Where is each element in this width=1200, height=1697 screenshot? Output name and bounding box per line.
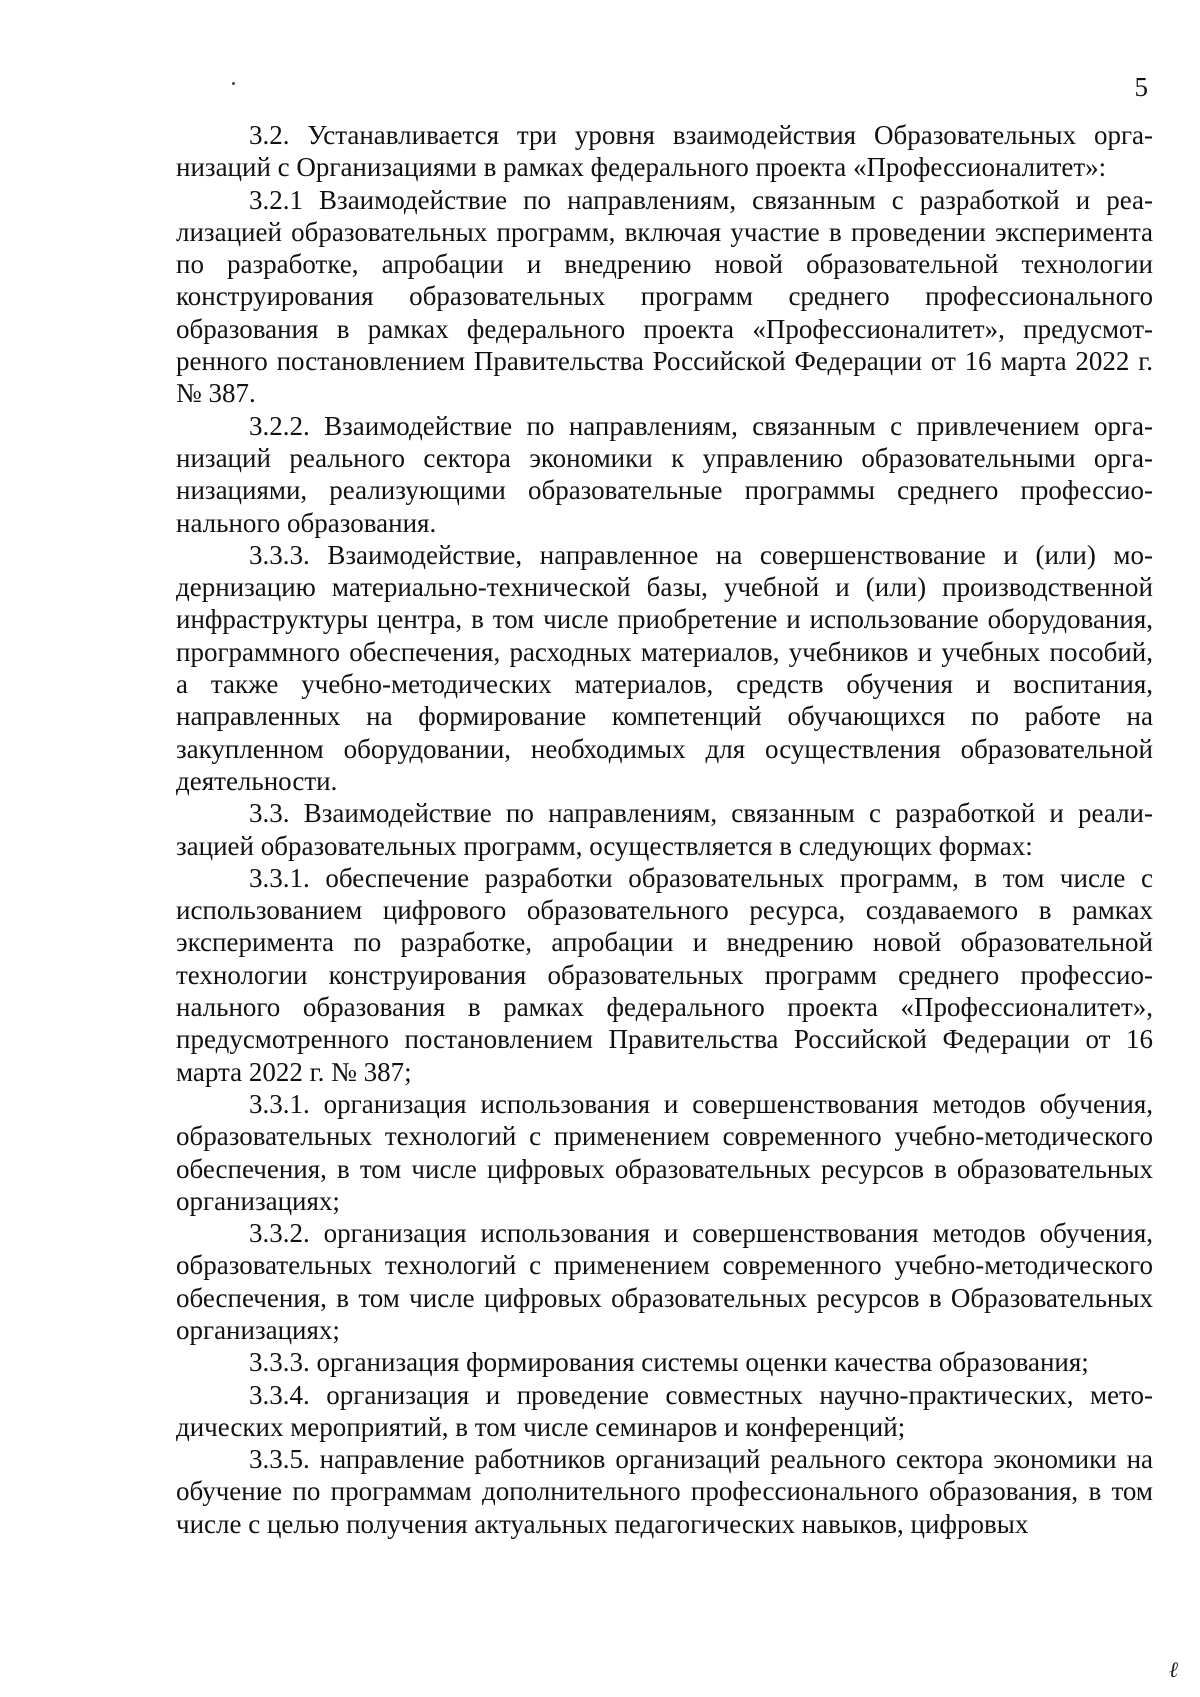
paragraph-3-3: 3.3. Взаимодействие по направлениям, связанным с разработкой и реализацией образовательных программ, осуществляется в следующих формах:: [176, 798, 1153, 861]
page-number: 5: [1134, 72, 1148, 102]
scan-speck: [232, 82, 235, 85]
paragraph-3-3-2: 3.3.2. организация использования и совершенствования методов обучения, образовательных технологий с применением современного учебно-методического обеспечения, в том числе цифровых образовательных ресурсов в Образовательных организациях;: [176, 1218, 1153, 1345]
corner-handwritten-mark: ℓ: [1168, 1657, 1178, 1682]
paragraph-3-2: 3.2. Устанавливается три уровня взаимодействия Образовательных организаций с Организациями в рамках федерального проекта «Профессионалитет»:: [176, 120, 1153, 183]
paragraph-3-2-2: 3.2.2. Взаимодействие по направлениям, связанным с привлечением организаций реального сектора экономики к управлению образовательными организациями, реализующими образовательные программы среднего профессионального образования.: [176, 410, 1153, 538]
paragraph-3-3-5: 3.3.5. направление работников организаций реального сектора экономики на обучение по программам дополнительного профессионального образования, в том числе с целью получения актуальных педагогических навыков, цифровых: [176, 1444, 1153, 1539]
paragraph-3-3-1-methods: 3.3.1. организация использования и совершенствования методов обучения, образовательных технологий с применением современного учебно-методического обеспечения, в том числе цифровых образовательных ресурсов в образовательных организациях;: [176, 1088, 1153, 1216]
paragraph-3-3-3-infrastructure: 3.3.3. Взаимодействие, направленное на совершенствование и (или) модернизацию материально-технической базы, учебной и (или) производственной инфраструктуры центра, в том числе приобретение и использование оборудования, программного обеспечения, расходных материалов, учебников и учебных пособий, а также учебно-методических материалов, средств обучения и воспитания, направленных на формирование компетенций обучающихся по работе на закупленном оборудовании, необходимых для осуществления образовательной деятельности.: [176, 539, 1153, 796]
paragraph-3-3-3-quality: 3.3.3. организация формирования системы оценки качества образования;: [249, 1347, 1089, 1378]
paragraph-3-3-4: 3.3.4. организация и проведение совместных научно-практических, методических мероприятий, в том числе семинаров и конференций;: [176, 1379, 1153, 1442]
paragraph-3-2-1: 3.2.1 Взаимодействие по направлениям, связанным с разработкой и реализацией образовательных программ, включая участие в проведении эксперимента по разработке, апробации и внедрению новой образовательной технологии конструирования образовательных программ среднего профессионального образования в рамках федерального проекта «Профессионалитет», предусмотренного постановлением Правительства Российской Федерации от 16 марта 2022 г. № 387.: [176, 184, 1153, 409]
document-body: [176, 119, 1153, 1540]
paragraph-3-3-1-development: 3.3.1. обеспечение разработки образовательных программ, в том числе с использованием цифрового образовательного ресурса, создаваемого в рамках эксперимента по разработке, апробации и внедрению новой образовательной технологии конструирования образовательных программ среднего профессионального образования в рамках федерального проекта «Профессионалитет», предусмотренного постановлением Правительства Российской Федерации от 16 марта 2022 г. № 387;: [176, 862, 1153, 1087]
